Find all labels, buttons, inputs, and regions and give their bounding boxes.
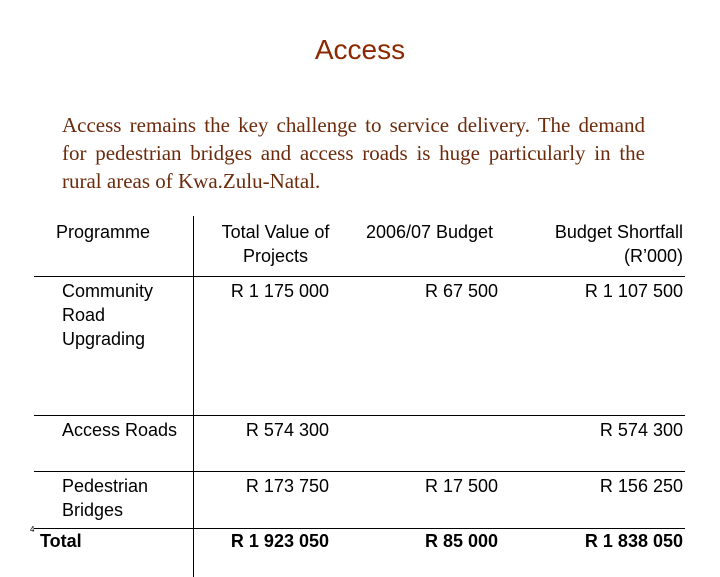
shortfall-cell: R 574 300 [502, 418, 685, 442]
table-row [34, 277, 685, 416]
header-shortfall: Budget Shortfall (R’000) [502, 216, 685, 277]
budget-table [34, 216, 685, 577]
page-number: 4 [30, 525, 34, 534]
header-budget: 2006/07 Budget [357, 216, 502, 277]
budget-cell: R 17 500 [357, 474, 502, 498]
table-row [34, 416, 685, 472]
total-value-cell: R 574 300 [194, 418, 357, 442]
header-total-value: Total Value of Projects [194, 216, 358, 277]
total-value-cell: R 173 750 [194, 474, 357, 498]
programme-cell: Access Roads [34, 418, 193, 442]
table-row [34, 472, 685, 529]
total-budget-cell: R 85 000 [357, 529, 502, 553]
shortfall-cell: R 156 250 [502, 474, 685, 498]
shortfall-cell: R 1 107 500 [502, 279, 685, 303]
intro-paragraph: Access remains the key challenge to service delivery. The demand for pedestrian bridges and access roads is huge particularly in the rural areas of Kwa.Zulu-Natal. [62, 111, 645, 195]
total-value-cell: R 1 175 000 [194, 279, 357, 303]
table-header-row [34, 216, 685, 277]
total-value-cell: R 1 923 050 [194, 529, 357, 553]
programme-cell: Pedestrian Bridges [34, 474, 193, 522]
total-shortfall-cell: R 1 838 050 [502, 529, 685, 553]
total-label: Total [34, 529, 193, 553]
page-title: Access [0, 34, 720, 66]
budget-cell: R 67 500 [357, 279, 502, 303]
header-programme: Programme [34, 216, 194, 277]
total-row [34, 529, 685, 577]
programme-cell: Community Road Upgrading [34, 279, 193, 351]
